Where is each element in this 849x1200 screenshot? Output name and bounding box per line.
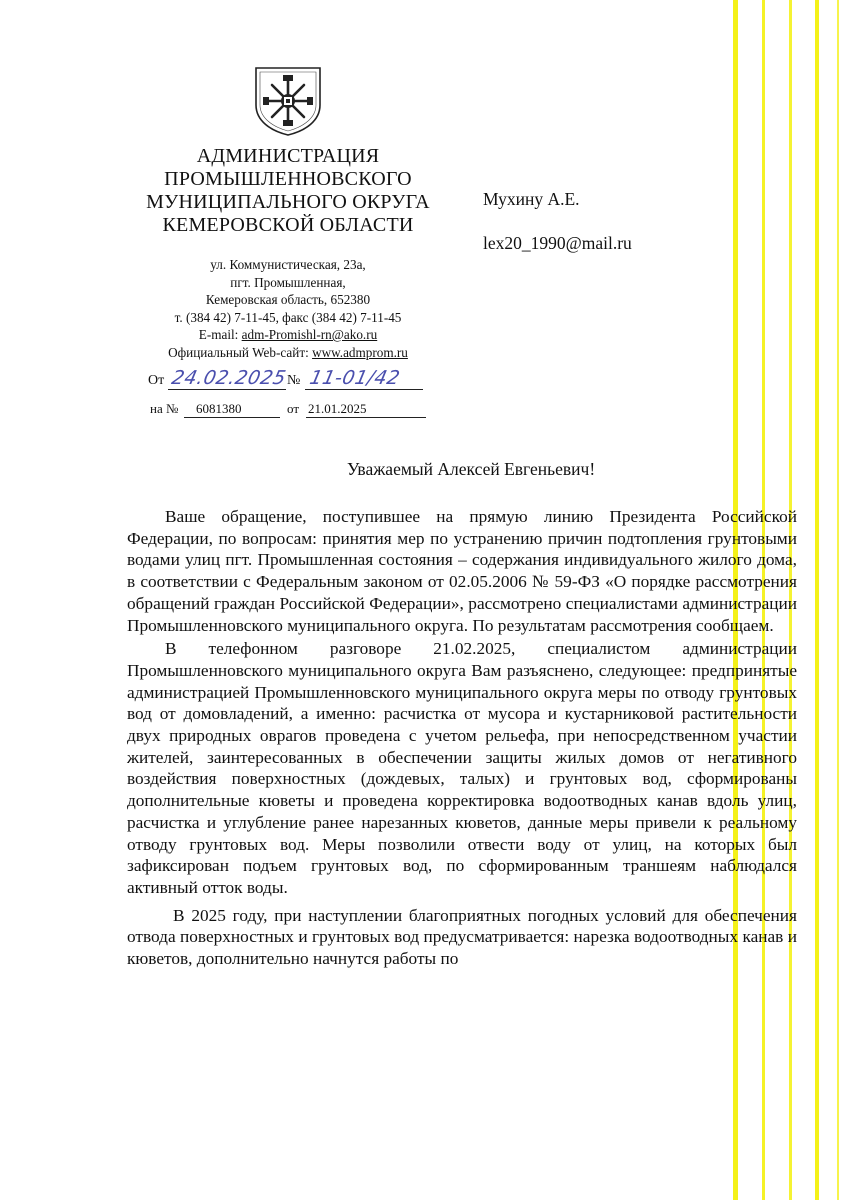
address-town: пгт. Промышленная, <box>230 274 346 290</box>
org-line: МУНИЦИПАЛЬНОГО ОКРУГА <box>146 191 430 213</box>
organization-name <box>140 145 436 237</box>
letter-paragraph: Ваше обращение, поступившее на прямую линию Президента Российской Федерации, по вопросам: принятия мер по устранению причин подтопления грунтовыми водами улиц пгт. Промышленная состояния – содержания индивидуального жилого дома, в соответствии с Федеральным законом от 02.05.2006 № 59-ФЗ «О порядке рассмотрения обращений граждан Российской Федерации», рассмотрено специалистами администрации Промышленновского муниципального округа. По результатам рассмотрения сообщаем. <box>127 507 797 635</box>
org-line: АДМИНИСТРАЦИЯ <box>196 145 380 167</box>
coat-of-arms-icon <box>253 65 323 137</box>
reference-line <box>150 400 430 420</box>
reference-label: на № <box>150 401 179 416</box>
scan-highlight-line <box>837 0 839 1200</box>
address-region: Кемеровская область, 652380 <box>205 292 371 307</box>
handwritten-number: 11-01/42 <box>307 367 403 389</box>
date-underline <box>168 389 286 390</box>
letter-paragraph: В телефонном разговоре 21.02.2025, специалистом администрации Промышленновского муниципального округа Вам разъяснено, следующее: предпринятые администрацией Промышленновского муниципального округа меры по отводу грунтовых вод от домовладений, а именно: расчистка от мусора и кустарниковой растительности двух природных оврагов проведена с учетом рельефа, при непосредственном участии жителей, заинтересованных в обеспечении защиты жилых домов от негативного воздействия поверхностных (дождевых, талых) и грунтовых вод, сформированы дополнительные кюветы и проведена корректировка водоотводных канав вдоль улиц, расчистка и углубление ранее нарезанных кюветов, данные меры привели к реальному отводу грунтовых вод. Меры позволили отвести воду от улиц, на которых был зафиксирован подъем грунтовых вод, по сформированным траншеям наблюдался активный отток воды. <box>127 639 797 897</box>
address-street: ул. Коммунистическая, 23а, <box>210 257 366 272</box>
date-label: От <box>148 373 165 388</box>
organization-address <box>140 256 436 361</box>
recipient-email: lex20_1990@mail.ru <box>483 233 632 253</box>
number-label: № <box>287 373 301 388</box>
reference-date-underline <box>306 417 426 418</box>
number-underline <box>305 389 423 390</box>
handwritten-date: 24.02.2025 <box>169 367 289 389</box>
address-web-row <box>140 344 436 362</box>
reference-underline <box>184 417 280 418</box>
scan-highlight-line <box>815 0 819 1200</box>
reference-number: 6081380 <box>196 401 242 416</box>
address-email-row <box>140 326 436 344</box>
org-email-link[interactable]: adm-Promishl-rn@ako.ru <box>241 327 378 342</box>
org-line: ПРОМЫШЛЕННОВСКОГО <box>164 168 412 190</box>
outgoing-date-number <box>148 364 423 392</box>
letter-body <box>127 506 797 970</box>
reference-date: 21.01.2025 <box>308 401 367 416</box>
letter-greeting: Уважаемый Алексей Евгеньевич! <box>347 459 596 479</box>
reference-from-label: от <box>287 401 300 416</box>
web-label: Официальный Web-сайт: <box>168 344 313 360</box>
recipient-name: Мухину А.Е. <box>483 189 580 209</box>
org-line: КЕМЕРОВСКОЙ ОБЛАСТИ <box>162 214 414 236</box>
address-phone: т. (384 42) 7-11-45, факс (384 42) 7-11-45 <box>174 309 402 325</box>
org-web-link[interactable]: www.admprom.ru <box>312 344 408 360</box>
letter-paragraph: В 2025 году, при наступлении благоприятных погодных условий для обеспечения отвода поверхностных и грунтовых вод предусматривается: нарезка водоотводных канав и кюветов, дополнительно начнутся работы по <box>127 905 797 969</box>
email-label: E-mail: <box>198 327 242 342</box>
